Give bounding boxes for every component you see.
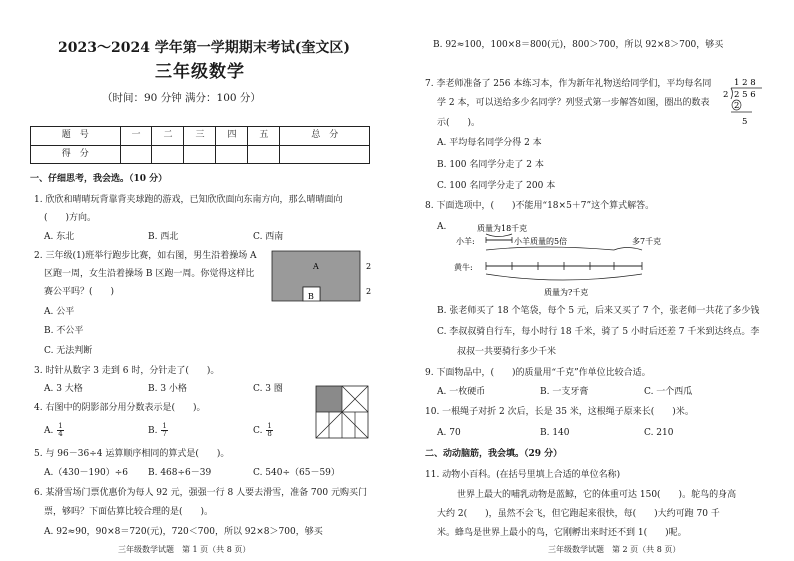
fraction [266,423,272,438]
numerator: 1 [267,422,272,430]
score-header-cell: 五 [248,127,280,146]
diagram-label: 多7千克 [632,237,662,246]
label-a: A [313,262,319,271]
score-header-cell: 三 [184,127,216,146]
denominator: 8 [267,430,272,438]
option-letter: B. [148,426,158,436]
option-c[interactable]: C. 无法判断 [44,346,93,356]
denominator: 7 [162,430,167,438]
division-quotient: 1 2 8 [734,78,756,88]
shaded-square-figure [315,385,369,441]
option-b[interactable]: B. 西北 [148,232,179,242]
option-b[interactable]: B. 100 名同学分走了 2 本 [437,160,544,170]
score-header-cell: 一 [120,127,152,146]
shaded-region [316,386,342,412]
fraction [161,423,167,438]
score-cell[interactable] [120,145,152,164]
question-text: 11. 动物小百科。(在括号里填上合适的单位名称) [425,470,621,480]
score-header-cell: 总 分 [280,127,370,146]
option-b[interactable]: B. 3 小格 [148,384,187,394]
section-heading: 一、仔细思考，我会选。（10 分） [30,174,168,184]
option-b[interactable]: B. 一支牙膏 [540,387,589,397]
score-row-label: 得 分 [31,145,121,164]
denominator: 4 [58,430,63,438]
option-a[interactable]: A. [437,222,447,232]
score-cell[interactable] [152,145,184,164]
option-c-continued: 叔叔一共要骑行多少千米 [457,347,557,357]
option-b[interactable] [148,423,169,438]
label-b: B [308,292,314,301]
score-cell[interactable] [280,145,370,164]
question-text: 学 2 本，可以送给多少名同学？列竖式第一步解答如图，圈出的数表 [437,98,710,108]
question-text: 4. 右图中的阴影部分用分数表示是( )。 [34,403,206,413]
score-cell[interactable] [248,145,280,164]
question-text: 1. 欣欣和晴晴玩背靠背夹球跑的游戏，已知欣欣面向东南方向，那么晴晴面向 [34,195,343,205]
page-footer: 三年级数学试题 第 2 页（共 8 页） [548,545,681,554]
option-a[interactable]: A. 公平 [44,307,75,317]
exam-info: （时间：90 分钟 满分：100 分） [102,92,261,104]
division-dividend: 2 5 6 [734,90,756,100]
score-table [30,126,370,164]
page-footer: 三年级数学试题 第 1 页（共 8 页） [118,545,251,554]
score-header-cell: 题 号 [31,127,121,146]
question-text: 7. 李老师准备了 256 本练习本，作为新年礼物送给同学们，平均每名同 [425,79,712,89]
option-b[interactable]: B. 不公平 [44,326,84,336]
option-a[interactable]: A. 92≈90，90×8＝720(元)，720＜700，所以 92×8＞700，够买 [44,527,323,537]
numerator: 1 [162,422,167,430]
option-c[interactable]: C. 西南 [253,232,284,242]
diagram-label: 小羊: [456,237,475,246]
option-a[interactable]: A.（430－190）÷6 [44,468,128,478]
diagram-label: 质量为?千克 [544,288,589,297]
question-text: 票，够吗？下面估算比较合理的是( )。 [44,507,214,517]
subject-title: 三年级数学 [155,62,245,82]
score-header-cell: 二 [152,127,184,146]
diagram-label: 黄牛: [454,263,473,272]
option-letter: C. [253,426,263,436]
fraction [57,423,63,438]
segment-diagram [452,220,697,302]
question-text: ( )方向。 [44,213,97,223]
option-c[interactable]: C. 一个西瓜 [644,387,693,397]
option-b[interactable]: B. 张老师买了 18 个笔袋，每个 5 元，后来又买了 7 个，张老师一共花了多少钱 [437,306,760,316]
score-header-cell: 四 [216,127,248,146]
question-text: 3. 时针从数字 3 走到 6 时，分针走了( )。 [34,366,220,376]
option-c[interactable]: C. 100 名同学分走了 200 本 [437,181,556,191]
dimension-label: 2 [366,262,372,271]
question-text: 5. 与 96－36÷4 运算顺序相同的算式是( )。 [34,449,230,459]
question-text: 示( )。 [437,118,481,128]
score-cell[interactable] [216,145,248,164]
option-c[interactable]: C. 李叔叔骑自行车，每小时行 18 千米，骑了 5 小时后还差 7 千米到达终点。李 [437,327,760,337]
option-letter: A. [44,426,54,436]
option-b[interactable]: B. 140 [540,428,570,438]
question-text: 2. 三年级(1)班举行跑步比赛，如右图，男生沿着操场 A [34,251,257,261]
long-division-figure [722,74,767,134]
option-a[interactable] [44,423,65,438]
exam-title: 2023～2024 学年第一学期期末考试(奎文区) [58,40,351,56]
question-text: 9. 下面物品中，( )的质量用“千克”作单位比较合适。 [425,368,651,378]
option-c[interactable] [253,423,274,438]
diagram-label: 小羊质量的5倍 [514,237,568,246]
option-a[interactable]: A. 3 大格 [44,384,83,394]
option-a[interactable]: A. 一枚硬币 [437,387,486,397]
question-text: 赛公平吗？( ) [44,287,115,297]
diagram-label: 质量为18千克 [477,224,528,233]
option-a[interactable]: A. 东北 [44,232,75,242]
option-c[interactable]: C. 540÷（65－59） [253,468,340,478]
option-c[interactable]: C. 210 [644,428,674,438]
division-remainder: 5 [742,117,748,127]
option-a[interactable]: A. 平均每名同学分得 2 本 [437,138,542,148]
option-a[interactable]: A. 70 [437,428,461,438]
question-text: 6. 某滑雪场门票优惠价为每人 92 元，强强一行 8 人要去滑雪，准备 700 元购买门 [34,488,367,498]
option-b[interactable]: B. 468÷6－39 [148,468,212,478]
question-text: 10. 一根绳子对折 2 次后，长是 35 米，这根绳子原来长( )米。 [425,407,694,417]
division-divisor: 2 [723,90,729,100]
question-text: 世界上最大的哺乳动物是蓝鲸，它的体重可达 150( )。鸵鸟的身高 [457,490,737,500]
playground-figure [270,249,375,307]
option-b[interactable]: B. 92≈100，100×8＝800(元)，800＞700，所以 92×8＞700，够买 [433,40,724,50]
question-text: 米。蜂鸟是世界上最小的鸟，它刚孵出来时还不到 1( )呢。 [437,528,687,538]
score-cell[interactable] [184,145,216,164]
division-subtract: 2 [734,101,740,111]
numerator: 1 [58,422,63,430]
question-text: 区跑一周，女生沿着操场 B 区跑一周。你觉得这样比 [44,269,255,279]
option-c[interactable]: C. 3 圈 [253,384,283,394]
question-text: 大约 2( )，虽然不会飞，但它跑起来很快，每( )大约可跑 70 千 [437,509,720,519]
question-text: 8. 下面选项中，( )不能用“18×5＋7”这个算式解答。 [425,201,655,211]
dimension-label: 2 [366,287,372,296]
section-heading: 二、动动脑筋，我会填。（29 分） [425,449,563,459]
